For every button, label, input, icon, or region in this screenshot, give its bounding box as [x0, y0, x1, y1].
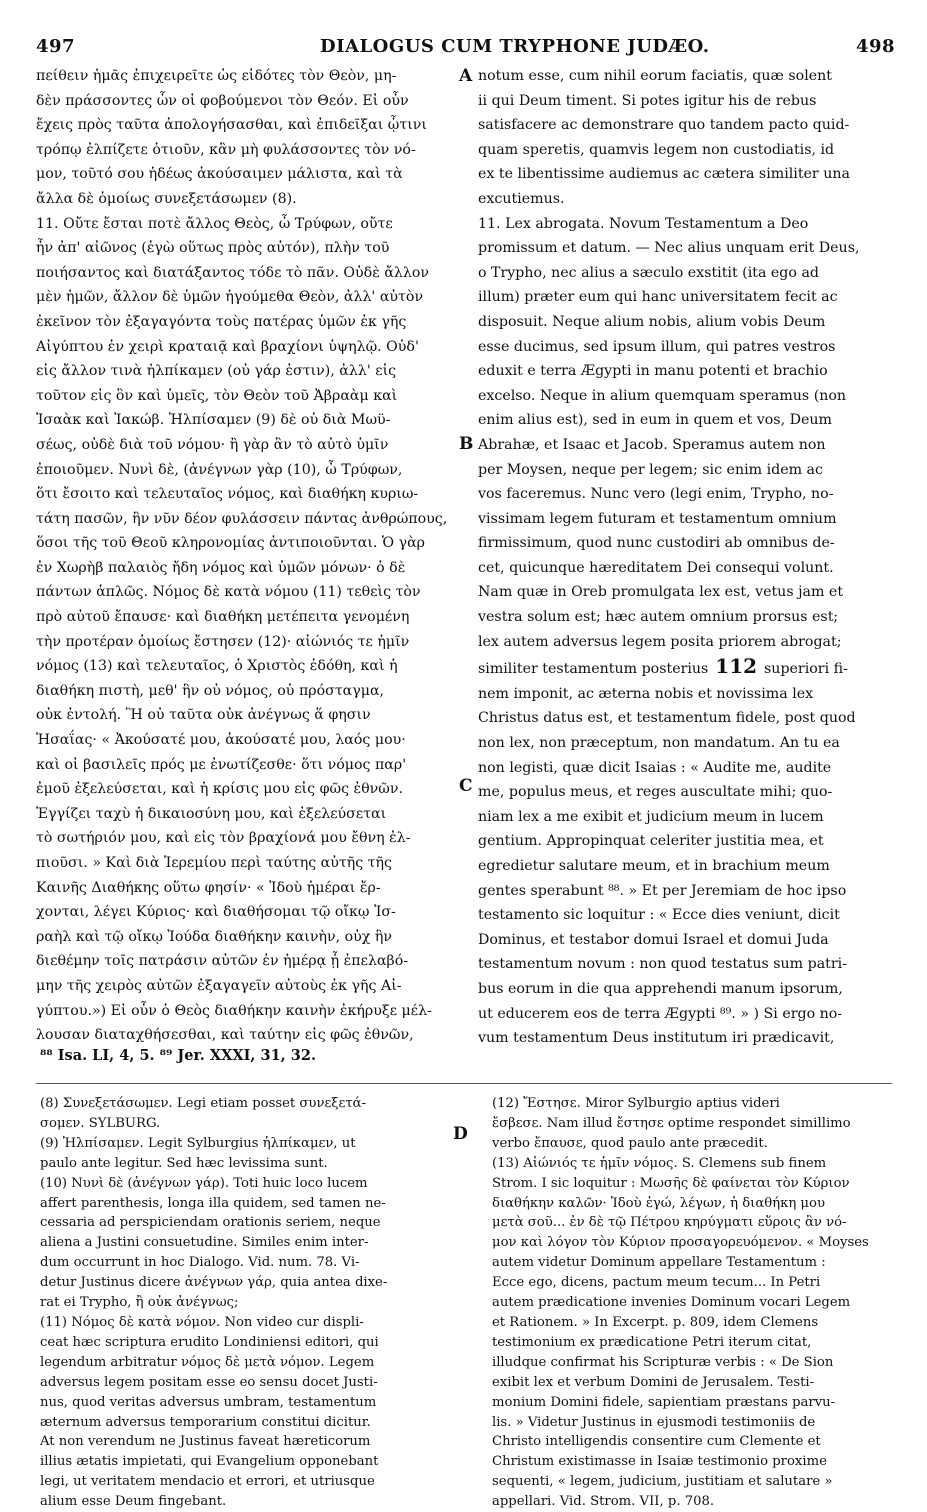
latin-text-line: non lex, non præceptum, non mandatum. An tu ea — [478, 735, 840, 752]
note-line: (10) Νυνὶ δὲ (ἀνέγνων γάρ). Toti huic loco lucem — [40, 1175, 368, 1191]
latin-text-line: firmissimum, quod nunc custodiri ab omnibus de- — [478, 535, 835, 552]
greek-text-line: οὐκ ἐντολή. Ἢ οὐ ταῦτα οὐκ ἀνέγνως ἅ φησιν — [36, 707, 371, 724]
latin-text-line: vestra solum est; hæc autem omnium prorsus est; — [478, 609, 839, 626]
latin-text-line: lex autem adversus legem posita priorem abrogat; — [478, 633, 842, 650]
margin-marker-c: C — [459, 776, 473, 796]
note-line: monium Domini fidele, sapientiam præstans parvu- — [492, 1394, 836, 1410]
latin-continuation: superiori fi- — [764, 661, 848, 678]
note-line: διαθήκην καλῶν· Ἰδοὺ ἐγώ, λέγων, ἡ διαθήκη μου — [492, 1195, 825, 1211]
page-number-left: 497 — [36, 36, 76, 57]
greek-text-line: μον, τοῦτό σου ἡδέως ἀκούσαιμεν μάλιστα, καὶ τὰ — [36, 166, 403, 183]
latin-text-line: illum) præter eum qui hanc universitatem fecit ac — [478, 289, 838, 306]
latin-text-line: egredietur salutare meum, et in brachium meum — [478, 858, 830, 874]
greek-text-line: διαθήκη πιστὴ, μεθ' ἣν οὐ νόμος, οὐ πρόσταγμα, — [36, 682, 385, 699]
note-line: æternum adversus temporarium constitui dicitur. — [40, 1414, 371, 1430]
notes-right-column — [492, 1094, 892, 1512]
note-line: adversus legem positam esse eo sensu docet Justi- — [40, 1374, 378, 1390]
latin-text-line: me, populus meus, et reges auscultate mihi; quo- — [478, 784, 833, 801]
note-line: exibit lex et verbum Domini de Jerusalem. Testi- — [492, 1374, 815, 1390]
latin-text-line: non legisti, quæ dicit Isaias : « Audite me, audite — [478, 759, 832, 776]
note-line: autem videtur Dominum appellare Testamentum : — [492, 1255, 826, 1271]
greek-text-line: τάτη πασῶν, ἣν νῦν δέον φυλάσσειν πάντας ἀνθρώπους, — [36, 510, 448, 527]
greek-text-line: χονται, λέγει Κύριος· καὶ διαθήσομαι τῷ οἴκῳ Ἰσ- — [36, 904, 396, 921]
greek-text-line: 11. Οὔτε ἔσται ποτὲ ἄλλος Θεὸς, ὦ Τρύφων, οὔτε — [36, 215, 393, 232]
greek-text-line: μην τῆς χειρὸς αὐτῶν ἐξαγαγεῖν αὐτοὺς ἐκ γῆς Αἰ- — [36, 977, 402, 994]
note-line: nus, quod veritas adversus umbram, testamentum — [40, 1394, 377, 1410]
latin-text-line: gentium. Appropinquat celeriter justitia mea, et — [478, 833, 824, 850]
note-line: illius ætatis impietati, qui Evangelium opponebant — [40, 1454, 379, 1470]
note-line: autem prædicatione invenies Dominum vocari Legem — [492, 1295, 851, 1311]
greek-text-line: τοῦτον εἰς ὃν καὶ ὑμεῖς, τὸν Θεὸν τοῦ Ἀβραὰμ καὶ — [36, 387, 398, 404]
latin-text-line: testamento sic loquitur : « Ecce dies veniunt, dicit — [478, 907, 840, 924]
latin-text-line: bus eorum in die qua apprehendi manum ipsorum, — [478, 980, 843, 997]
greek-text-line: νόμος (13) καὶ τελευταῖος, ὁ Χριστὸς ἐδόθη, καὶ ἡ — [36, 658, 398, 675]
greek-text-line: Καινῆς Διαθήκης οὕτω φησίν· « Ἰδοὺ ἡμέραι ἔρ- — [36, 879, 381, 896]
greek-text-line: πιοῦσι. » Καὶ διὰ Ἱερεμίου περὶ ταύτης αὐτῆς τῆς — [36, 855, 392, 871]
note-line: paulo ante legitur. Sed hæc levissima sunt. — [40, 1155, 328, 1171]
note-line: verbo ἔπαυσε, quod paulo ante præcedit. — [492, 1135, 768, 1151]
divider-line — [36, 1083, 892, 1084]
latin-text-line: Christus datus est, et testamentum fidele, post quod — [478, 710, 856, 727]
greek-text-line: μὲν ἡμῶν, ἄλλον δὲ ὑμῶν ἡγούμεθα Θεὸν, ἀλλ' αὐτὸν — [36, 289, 424, 306]
note-line: dum occurrunt in hoc Dialogo. Vid. num. 78. Vi- — [40, 1255, 360, 1271]
latin-text-line: vos faceremus. Nunc vero (legi enim, Trypho, no- — [478, 486, 834, 503]
greek-text-line: ἦν ἀπ' αἰῶνος (ἐγὼ οὕτως πρὸς αὐτόν), πλὴν τοῦ — [36, 240, 390, 257]
greek-text-line: Ἰσαὰκ καὶ Ἰακώβ. Ἠλπίσαμεν (9) δὲ οὐ διὰ Μωϋ- — [36, 412, 391, 429]
greek-text-line: πείθειν ἡμᾶς ἐπιχειρεῖτε ὡς εἰδότες τὸν Θεὸν, μη- — [36, 68, 397, 84]
latin-text-line: excutiemus. — [478, 190, 565, 207]
note-line: aliena a Justini consuetudine. Similes enim inter- — [40, 1235, 369, 1251]
note-line: rat ei Trypho, ἢ οὐκ ἀνέγνως; — [40, 1295, 239, 1311]
greek-text-line: τὴν προτέραν ὁμοίως ἔστησεν (12)· αἰώνιός τε ἡμῖν — [36, 633, 410, 650]
note-line: et Rationem. » In Excerpt. p. 809, idem Clemens — [492, 1314, 819, 1330]
column-number: 112 — [708, 654, 765, 679]
latin-text-line: o Trypho, nec alius a sæculo exstitit (ita ego ad — [478, 264, 819, 281]
latin-text-line: cet, quicunque hæreditatem Dei consequi volunt. — [478, 559, 834, 576]
note-line: testimonium ex prædicatione Petri iterum citat, — [492, 1334, 812, 1350]
latin-text-line: Dominus, et testabor domui Israel et domui Juda — [478, 931, 829, 948]
note-line: μετὰ σοῦ... ἐν δὲ τῷ Πέτρου κηρύγματι εὕροις ἂν νό- — [492, 1215, 847, 1231]
latin-text-line: ut educerem eos de terra Ægypti ⁸⁹. » ) Si ergo no- — [478, 1005, 843, 1022]
margin-marker-b: B — [459, 434, 474, 454]
latin-text-line: excelso. Neque in alium quemquam speramus (non — [478, 387, 847, 404]
greek-text-line: ἐμοῦ ἐξελεύσεται, καὶ ἡ κρίσις μου εἰς φῶς ἐθνῶν. — [36, 781, 404, 798]
greek-text-line: ἄλλα δὲ ὁμοίως συνεξετάσωμεν (8). — [36, 190, 297, 207]
note-line: (12) Ἔστησε. Miror Sylburgio aptius videri — [492, 1096, 780, 1111]
scripture-references: ⁸⁸ Isa. LI, 4, 5. ⁸⁹ Jer. XXXI, 31, 32. — [40, 1047, 317, 1064]
latin-text-line: enim alius est), sed in eum in quem et vos, Deum — [478, 412, 832, 429]
latin-text-line: Abrahæ, et Isaac et Jacob. Speramus autem non — [478, 436, 826, 453]
latin-text-line: gentes sperabunt ⁸⁸. » Et per Jeremiam de hoc ipso — [478, 882, 847, 899]
greek-text-line: ραὴλ καὶ τῷ οἴκῳ Ἰούδα διαθήκην καινὴν, οὐχ ἣν — [36, 928, 393, 945]
greek-text-line: λουσαν διαταχθήσεσθαι, καὶ ταύτην εἰς φῶς ἐθνῶν, — [36, 1027, 414, 1044]
latin-text-line: esse ducimus, sed ipsum illum, qui patres vestros — [478, 338, 836, 355]
page-number-right: 498 — [856, 36, 896, 57]
running-title: DIALOGUS CUM TRYPHONE JUDÆO. — [320, 36, 710, 57]
latin-text-line: ii qui Deum timent. Si potes igitur his de rebus — [478, 92, 817, 109]
note-line: Christo intelligendis consentire cum Clemente et — [492, 1434, 821, 1450]
greek-text-line: πρὸ αὐτοῦ ἔπαυσε· καὶ διαθήκη μετέπειτα γενομένη — [36, 609, 410, 626]
margin-marker-a: A — [459, 66, 473, 86]
latin-text-line: testamentum novum : non quod testatus sum patri- — [478, 956, 847, 973]
note-line: σομεν. SYLBURG. — [40, 1115, 161, 1131]
note-line: ceat hæc scriptura erudito Londiniensi editori, qui — [40, 1334, 379, 1350]
greek-text-line: σέως, οὐδὲ διὰ τοῦ νόμου· ἢ γὰρ ἂν τὸ αὐτὸ ὑμῖν — [36, 436, 389, 453]
greek-text-line: ποιήσαντος καὶ διατάξαντος τόδε τὸ πᾶν. Οὐδὲ ἄλλον — [36, 264, 430, 281]
note-line: detur Justinus dicere ἀνέγνων γάρ, quia antea dixe- — [40, 1275, 388, 1291]
greek-text-line: ἐποιοῦμεν. Νυνὶ δὲ, (ἀνέγνων γὰρ (10), ὦ Τρύφων, — [36, 461, 403, 478]
note-line: legi, ut veritatem mendacio et errori, et utriusque — [40, 1474, 375, 1490]
greek-text-line: ἐν Χωρὴβ παλαιὸς ἤδη νόμος καὶ ὑμῶν μόνων· ὁ δὲ — [36, 559, 406, 576]
note-line: Strom. I sic loquitur : Μωσῆς δὲ φαίνεται τὸν Κύριον — [492, 1175, 850, 1191]
notes-left-column — [40, 1094, 440, 1512]
note-line: Christum existimasse in Isaiæ testimonio proxime — [492, 1454, 827, 1470]
latin-text-line: similiter testamentum posterius 112 superiori fi- — [478, 654, 848, 679]
greek-text-line: Ἐγγίζει ταχὺ ἡ δικαιοσύνη μου, καὶ ἐξελεύσεται — [36, 805, 387, 822]
greek-text-column — [36, 64, 454, 1048]
latin-text-line: quam speretis, quamvis legem non custodiatis, id — [478, 141, 835, 158]
latin-text-line: niam lex a me exibit et judicium meum in lucem — [478, 808, 824, 825]
latin-text-line: nem imponit, ac æterna nobis et novissima lex — [478, 685, 814, 702]
greek-text-line: ὅτι ἔσοιτο καὶ τελευταῖος νόμος, καὶ διαθήκη κυριω- — [36, 486, 419, 503]
greek-text-line: εἰς ἄλλον τινὰ ἠλπίκαμεν (οὐ γάρ ἐστιν), ἀλλ' εἰς — [36, 363, 397, 380]
latin-text-line: ex te libentissime audiemus ac cætera similiter una — [478, 166, 850, 183]
greek-text-line: διεθέμην τοῖς πατράσιν αὐτῶν ἐν ἡμέρᾳ ᾗ ἐπελαβό- — [36, 953, 409, 970]
margin-marker-d: D — [453, 1124, 468, 1144]
note-line: (13) Αἰώνιός τε ἡμῖν νόμος. S. Clemens sub finem — [492, 1155, 827, 1171]
latin-text-line: vum testamentum Deus institutum iri prædicavit, — [478, 1030, 835, 1047]
greek-text-line: ἔχεις πρὸς ταῦτα ἀπολογήσασθαι, καὶ ἐπιδεῖξαι ᾧτινι — [36, 117, 427, 134]
latin-text-column — [478, 64, 892, 1051]
note-line: illudque confirmat his Scripturæ verbis : « De Sion — [492, 1354, 834, 1370]
latin-text-line: Nam quæ in Oreb promulgata lex est, vetus jam et — [478, 584, 844, 601]
greek-text-line: πάντων ἁπλῶς. Νόμος δὲ κατὰ νόμου (11) τεθεὶς τὸν — [36, 584, 421, 601]
note-line: legendum arbitratur νόμος δὲ μετὰ νόμον. Legem — [40, 1354, 375, 1370]
note-line: (11) Νόμος δὲ κατὰ νόμον. Non video cur displi- — [40, 1314, 364, 1330]
note-line: (9) Ἠλπίσαμεν. Legit Sylburgius ἠλπίκαμεν, ut — [40, 1135, 356, 1151]
note-line: cessaria ad perspiciendam orationis seriem, neque — [40, 1215, 381, 1231]
latin-text-line: promissum et datum. — Nec alius unquam erit Deus, — [478, 240, 860, 257]
note-line: (8) Συνεξετάσωμεν. Legi etiam posset συνεξετά- — [40, 1096, 367, 1111]
latin-text-line: 11. Lex abrogata. Novum Testamentum a Deo — [478, 215, 809, 232]
note-line: sequenti, « legem, judicium, justitiam et salutare » — [492, 1474, 833, 1490]
latin-text-line: notum esse, cum nihil eorum faciatis, quæ solent — [478, 68, 832, 84]
latin-text-line: vissimam legem futuram et testamentum omnium — [478, 510, 837, 527]
latin-text-line: per Moysen, neque per legem; sic enim idem ac — [478, 461, 823, 478]
note-line: alium esse Deum fingebant. — [40, 1494, 227, 1510]
note-line: ἔσβεσε. Nam illud ἔστησε optime respondet simillimo — [492, 1115, 851, 1131]
greek-text-line: Αἰγύπτου ἐν χειρὶ κραταιᾷ καὶ βραχίονι ὑψηλῷ. Οὐδ' — [36, 338, 419, 355]
page-header — [0, 36, 927, 60]
greek-text-line: καὶ οἱ βασιλεῖς πρός με ἐνωτίζεσθε· ὅτι νόμος παρ' — [36, 756, 407, 773]
greek-text-line: ἐκεῖνον τὸν ἐξαγαγόντα τοὺς πατέρας ὑμῶν ἐκ γῆς — [36, 313, 407, 330]
greek-text-line: τὸ σωτήριόν μου, καὶ εἰς τὸν βραχίονά μου ἔθνη ἐλ- — [36, 830, 411, 847]
note-line: Ecce ego, dicens, pactum meum tecum... In Petri — [492, 1275, 821, 1291]
greek-text-line: τρόπῳ ἐλπίζετε ὁτιοῦν, κἂν μὴ φυλάσσοντες τὸν νό- — [36, 141, 416, 158]
greek-text-line: Ἡσαΐας· « Ἀκούσατέ μου, ἀκούσατέ μου, λαός μου· — [36, 732, 406, 749]
latin-text-line: disposuit. Neque alium nobis, alium vobis Deum — [478, 313, 826, 330]
note-line: affert parenthesis, longa illa quidem, sed tamen ne- — [40, 1195, 386, 1211]
greek-text-line: δὲν πράσσοντες ὧν οἱ φοβούμενοι τὸν Θεόν. Εἰ οὖν — [36, 92, 409, 109]
note-line: μον καὶ λόγον τὸν Κύριον προσαγορευόμενον. « Moyses — [492, 1235, 869, 1251]
greek-text-line: γύπτου.») Εἰ οὖν ὁ Θεὸς διαθήκην καινὴν ἐκήρυξε μέλ- — [36, 1002, 432, 1019]
note-line: lis. » Videtur Justinus in ejusmodi testimoniis de — [492, 1414, 816, 1430]
latin-text-line: satisfacere ac demonstrare quo tandem pacto quid- — [478, 117, 850, 134]
note-line: appellari. Vid. Strom. VII, p. 708. — [492, 1494, 715, 1510]
latin-text-line: eduxit e terra Ægypti in manu potenti et brachio — [478, 363, 828, 380]
note-line: At non verendum ne Justinus faveat hæreticorum — [40, 1434, 371, 1450]
greek-text-line: ὅσοι τῆς τοῦ Θεοῦ κληρονομίας ἀντιποιοῦνται. Ὁ γὰρ — [36, 535, 426, 552]
